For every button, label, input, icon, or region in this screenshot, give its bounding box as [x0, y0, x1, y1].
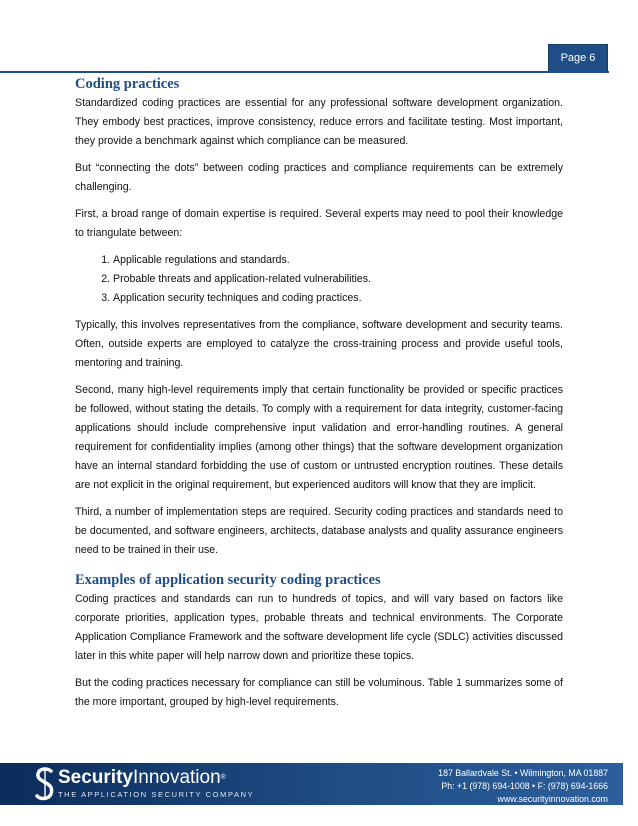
logo-light-text: Innovation — [132, 767, 221, 788]
address-line: 187 Ballardvale St. • Wilmington, MA 01887 — [438, 768, 608, 778]
security-innovation-logo — [34, 766, 264, 802]
website-link[interactable]: www.securityinnovation.com — [497, 794, 608, 804]
numbered-list — [75, 251, 563, 308]
paragraph: But the coding practices necessary for compliance can still be voluminous. Table 1 summarizes some of the more important, grouped by high-level requirements. — [75, 677, 563, 708]
list-item: 2. Probable threats and application-related vulnerabilities. — [113, 270, 563, 289]
paragraph: But “connecting the dots” between coding practices and compliance requirements can be extremely challenging. — [75, 162, 563, 193]
phone-line: Ph: +1 (978) 694-1008 • F: (978) 694-1666 — [441, 781, 608, 791]
logo-tagline: THE APPLICATION SECURITY COMPANY — [58, 790, 255, 799]
logo-s-icon — [34, 767, 56, 801]
paragraph: Second, many high-level requirements imply that certain functionality be provided or specific practices be followed, without stating the details. To comply with a requirement for data integrity, customer-facing applications should include comprehensive input validation and error-handling routines. A general requirement for confidentiality implies (among other things) that the software development organization have an internal standard forbidding the use of custom or untrusted encryption routines. These details are not explicit in the original requirement, but experienced auditors will know that they are implicit. — [75, 384, 563, 491]
list-item: 3. Application security techniques and coding practices. — [113, 289, 563, 308]
header-rule — [0, 71, 609, 73]
section-heading-coding-practices: Coding practices — [75, 76, 180, 92]
page-number-badge: Page 6 — [548, 44, 608, 72]
paragraph: First, a broad range of domain expertise is required. Several experts may need to pool their knowledge to triangulate between: — [75, 208, 563, 239]
logo-bold-text: Security — [58, 767, 133, 788]
paragraph: Standardized coding practices are essential for any professional software development organization. They embody best practices, improve consistency, reduce errors and facilitate testing. Most important, they provide a benchmark against which compliance can be measured. — [75, 97, 563, 147]
paragraph: Third, a number of implementation steps are required. Security coding practices and standards need to be documented, and software engineers, architects, database analysts and quality assurance engineers need to be trained in their use. — [75, 506, 563, 556]
page-footer — [0, 759, 638, 805]
paragraph: Coding practices and standards can run to hundreds of topics, and will vary based on factors like corporate priorities, application types, probable threats and technical environments. The Corporate Application Compliance Framework and the software development life cycle (SDLC) activities discussed later in this white paper will help narrow down and prioritize these topics. — [75, 593, 563, 662]
list-item: 1. Applicable regulations and standards. — [113, 251, 563, 270]
paragraph: Typically, this involves representatives from the compliance, software development and security teams. Often, outside experts are employed to catalyze the cross-training process and provide useful tools, mentoring and training. — [75, 319, 563, 369]
company-address — [438, 767, 608, 806]
document-body — [75, 74, 563, 720]
section-heading-examples: Examples of application security coding practices — [75, 572, 381, 588]
logo-wordmark — [58, 767, 226, 789]
logo-registered-mark: ® — [220, 774, 226, 781]
